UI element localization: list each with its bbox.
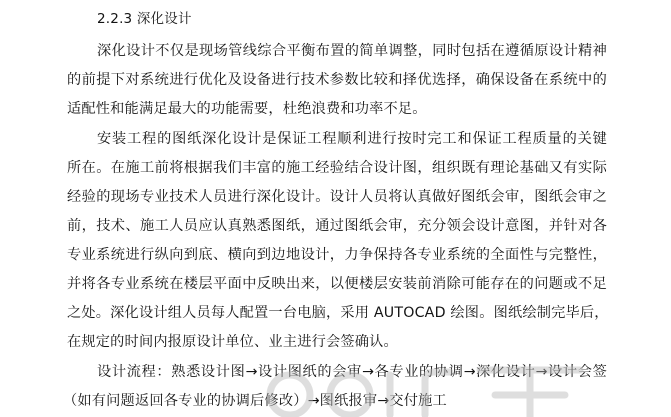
paragraph-line: 在规定的时间内报原设计单位、业主进行会签确认。 <box>67 334 398 350</box>
paragraph-line: 经验的现场专业技术人员进行深化设计。设计人员将认真做好图纸会审，图纸会审之 <box>67 189 607 205</box>
paragraph-line: 之处。深化设计组人员每人配置一台电脑，采用 AUTOCAD 绘图。图纸绘制完毕后， <box>67 305 609 321</box>
paragraph-line: 设计流程：熟悉设计图→设计图纸的会审→各专业的协调→深化设计→设计会签 <box>97 364 607 380</box>
paragraph-line: （如有问题返回各专业的协调后修改）→图纸报审→交付施工 <box>63 393 447 409</box>
paragraph-line: 所在。在施工前将根据我们丰富的施工经验结合设计图，组织既有理论基础又有实际 <box>67 160 607 176</box>
paragraph-line: 专业系统进行纵向到底、横向到边地设计，力争保持各专业系统的全面性与完整性， <box>67 247 607 263</box>
paragraph-line: 适配性和能满足最大的功能需要，杜绝浪费和功率不足。 <box>67 101 427 117</box>
paragraph-line: 并将各专业系统在楼层平面中反映出来，以便楼层安装前消除可能存在的问题或不足 <box>67 276 607 292</box>
paragraph-line: 的前提下对系统进行优化及设备进行技术参数比较和择优选择，确保设备在系统中的 <box>67 72 607 88</box>
paragraph-line: 深化设计不仅是现场管线综合平衡布置的简单调整，同时包括在遵循原设计精神 <box>97 43 607 59</box>
section-heading: 2.2.3 深化设计 <box>97 11 192 27</box>
paragraph-line: 前，技术、施工人员应认真熟悉图纸，通过图纸会审，充分领会设计意图，并针对各 <box>67 218 607 234</box>
paragraph-line: 安装工程的图纸深化设计是保证工程顺利进行按时完工和保证工程质量的关键 <box>97 131 607 147</box>
